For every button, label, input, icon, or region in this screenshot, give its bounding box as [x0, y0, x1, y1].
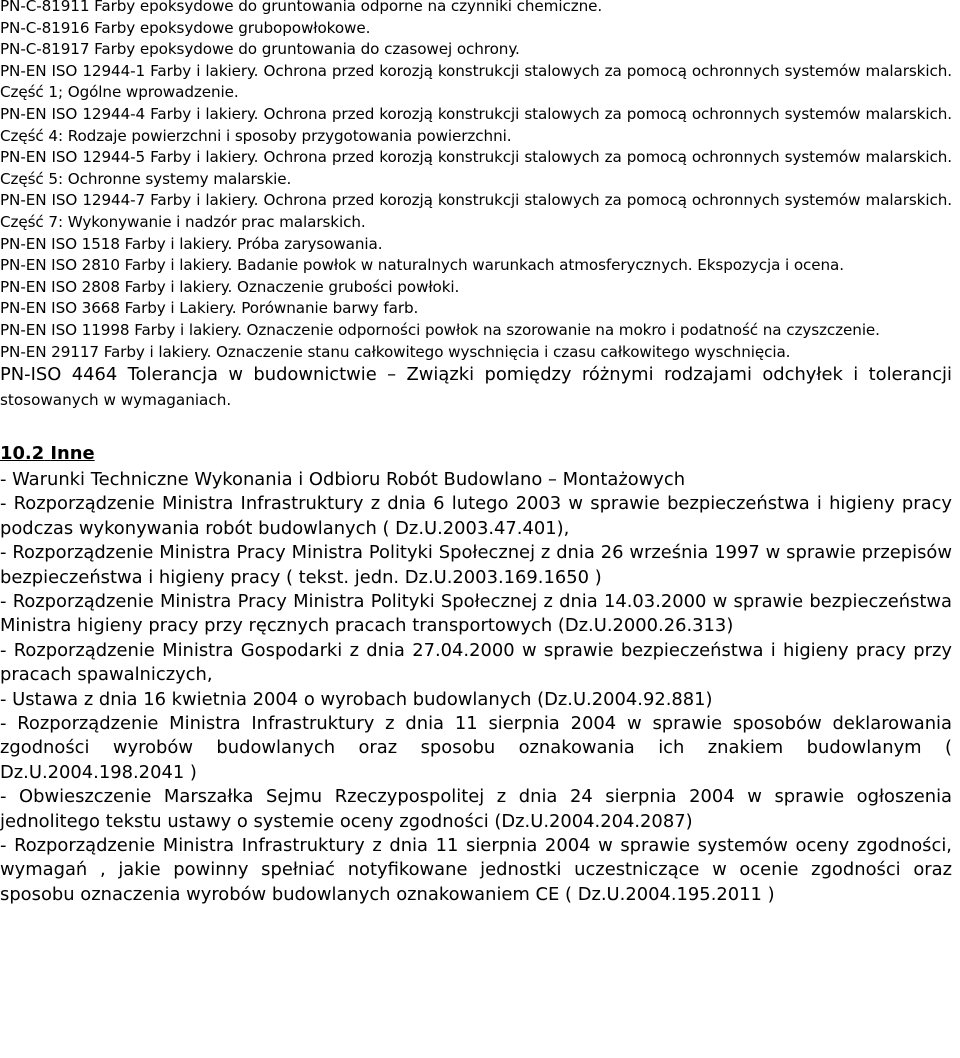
standard-item: PN-EN ISO 1518 Farby i lakiery. Próba zarysowania. [0, 234, 383, 253]
regulation-item: - Rozporządzenie Ministra Pracy Ministra Polityki Społecznej z dnia 14.03.2000 w sprawie bezpieczeństwa Ministra higieny pracy przy ręcznych pracach transportowych (Dz.U.2000.26.313) [0, 590, 952, 637]
regulation-item: - Rozporządzenie Ministra Gospodarki z dnia 27.04.2000 w sprawie bezpieczeństwa i higieny pracy przy pracach spawalniczych, [0, 639, 952, 686]
section-heading [0, 442, 952, 466]
standard-item: PN-EN ISO 12944-4 Farby i lakiery. Ochrona przed korozją konstrukcji stalowych za pomocą ochronnych systemów malarskich. Część 4: Rodzaje powierzchni i sposoby przygotowania powierzchni. [0, 104, 952, 145]
regulation-item: - Rozporządzenie Ministra Infrastruktury z dnia 11 sierpnia 2004 w sprawie sposobów deklarowania zgodności wyrobów budowlanych oraz sposobu oznakowania ich znakiem budowlanym ( Dz.U.2004.198.2041 ) [0, 712, 952, 783]
standard-item-iso4464 [0, 363, 952, 412]
standard-item: PN-EN 29117 Farby i lakiery. Oznaczenie stanu całkowitego wyschnięcia i czasu całkowitego wyschnięcia. [0, 342, 791, 361]
regulation-item: - Rozporządzenie Ministra Pracy Ministra Polityki Społecznej z dnia 26 września 1997 w sprawie przepisów bezpieczeństwa i higieny pracy ( tekst. jedn. Dz.U.2003.169.1650 ) [0, 542, 952, 588]
standard-item: PN-C-81916 Farby epoksydowe grubopowłokowe. [0, 18, 371, 37]
standard-item: PN-EN ISO 12944-7 Farby i lakiery. Ochrona przed korozją konstrukcji stalowych za pomocą ochronnych systemów malarskich. Część 7: Wykonywanie i nadzór prac malarskich. [0, 191, 952, 231]
standard-item: PN-C-81917 Farby epoksydowe do gruntowania do czasowej ochrony. [0, 40, 520, 59]
regulation-item: - Rozporządzenie Ministra Infrastruktury z dnia 6 lutego 2003 w sprawie bezpieczeństwa i higieny pracy podczas wykonywania robót budowlanych ( Dz.U.2003.47.401), [0, 493, 952, 539]
standard-item: PN-EN ISO 3668 Farby i Lakiery. Porównanie barwy farb. [0, 299, 419, 318]
iso4464-main: PN-ISO 4464 Tolerancja w budownictwie – Związki pomiędzy różnymi rodzajami odchyłek i tolerancji [0, 364, 952, 386]
iso4464-tail: stosowanych w wymaganiach. [0, 390, 232, 409]
standard-item: PN-EN ISO 2808 Farby i lakiery. Oznaczenie grubości powłoki. [0, 277, 460, 296]
section-number: 10.2 [0, 442, 45, 464]
regulation-item: - Warunki Techniczne Wykonania i Odbioru Robót Budowlano – Montażowych [0, 468, 686, 490]
standard-item: PN-C-81911 Farby epoksydowe do gruntowania odporne na czynniki chemiczne. [0, 0, 603, 15]
section-title: Inne [50, 442, 95, 464]
standard-item: PN-EN ISO 2810 Farby i lakiery. Badanie powłok w naturalnych warunkach atmosferycznych. Ekspozycja i ocena. [0, 256, 844, 275]
standard-item: PN-EN ISO 11998 Farby i lakiery. Oznaczenie odporności powłok na szorowanie na mokro i podatność na czyszczenie. [0, 320, 880, 339]
regulation-item: - Obwieszczenie Marszałka Sejmu Rzeczypospolitej z dnia 24 sierpnia 2004 w sprawie ogłoszenia jednolitego tekstu ustawy o systemie oceny zgodności (Dz.U.2004.204.2087) [0, 786, 952, 832]
regulation-item: - Ustawa z dnia 16 kwietnia 2004 o wyrobach budowlanych (Dz.U.2004.92.881) [0, 688, 713, 710]
standard-item: PN-EN ISO 12944-1 Farby i lakiery. Ochrona przed korozją konstrukcji stalowych za pomocą ochronnych systemów malarskich. Część 1; Ogólne wprowadzenie. [0, 61, 952, 102]
standard-item: PN-EN ISO 12944-5 Farby i lakiery. Ochrona przed korozją konstrukcji stalowych za pomocą ochronnych systemów malarskich. Część 5: Ochronne systemy malarskie. [0, 148, 952, 188]
regulation-item: - Rozporządzenie Ministra Infrastruktury z dnia 11 sierpnia 2004 w sprawie systemów oceny zgodności, wymagań , jakie powinny spełniać notyfikowane jednostki uczestniczące w ocenie zgodności oraz sposobu oznaczenia wyrobów budowlanych oznakowaniem CE ( Dz.U.2004.195.2011 ) [0, 835, 952, 905]
